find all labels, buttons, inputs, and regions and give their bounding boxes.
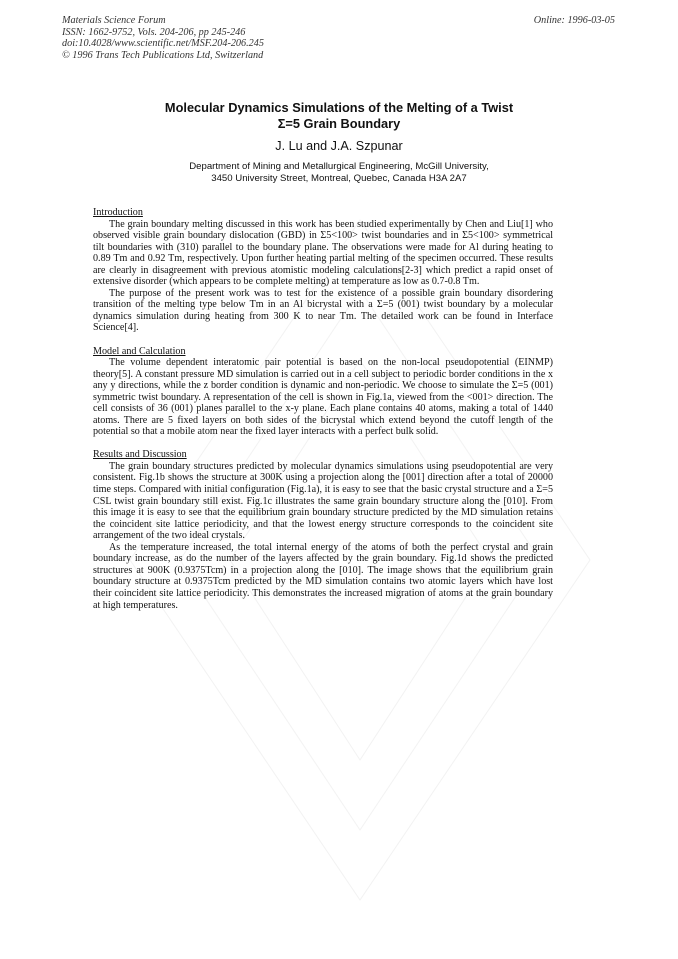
section-heading: Results and Discussion bbox=[93, 449, 187, 461]
paragraph: The purpose of the present work was to test for the existence of a possible grain boundary disordering transition of the melting type below Tm in an Al bicrystal with a Σ=5 (001) twist boundary by a molecular dynamics simulation during heating from 300 K to near Tm. The detailed work can be found in Interface Science[4]. bbox=[93, 287, 553, 334]
online-date: Online: 1996-03-05 bbox=[533, 15, 615, 26]
paragraph: As the temperature increased, the total internal energy of the atoms of both the perfect crystal and grain boundary increase, as do the number of the layers affected by the grain boundary. Fig.1d shows the predicted structures at 900K (0.9375Tcm) in a projection along the [010]. The image shows that the equilibrium grain boundary structure at 0.9375Tcm predicted by the MD simulation contains two atomic layers which have lost their coincident site lattice periodicity. This demonstrates the increased migration of atoms at the grain boundary at high temperatures. bbox=[93, 541, 553, 611]
journal-name: Materials Science Forum bbox=[62, 15, 166, 26]
paragraph: The volume dependent interatomic pair potential is based on the non-local pseudopotential (EINMP) theory[5]. A constant pressure MD simulation is carried out in a cell subject to periodic border conditions in the x any y directions, while the z border condition is dynamic and non-periodic. We choose to simulate the Σ=5 (001) symmetric twist boundary. A representation of the cell is shown in Fig.1a, viewed from the <001> direction. The cell consists of 36 (001) planes parallel to the x-y plane. Each plane contains 40 atoms, making a total of 1440 atoms. There are 5 fixed layers on both sides of the bicrystal which extend beyond the cutoff length of the potential so that a mobile atom near the fixed layer interacts with a perfect bulk solid. bbox=[93, 357, 553, 438]
section-heading: Model and Calculation bbox=[93, 345, 186, 357]
section-heading: Introduction bbox=[93, 207, 143, 218]
doi-line: doi:10.4028/www.scientific.net/MSF.204-206.245 bbox=[62, 38, 264, 50]
section-model-and-calculation bbox=[93, 346, 553, 438]
paper-title bbox=[0, 100, 678, 131]
copyright-line: © 1996 Trans Tech Publications Ltd, Switzerland bbox=[62, 49, 264, 61]
paragraph: The grain boundary structures predicted by molecular dynamics simulations using pseudopotential are very consistent. Fig.1b shows the structure at 300K using a projection along the [001] direction after a total of 20000 time steps. Compared with initial configuration (Fig.1a), it is easy to see that the basic crystal structure and a Σ=5 CSL twist grain boundary still exist. Fig.1c illustrates the same grain boundary structure along the [010]. From this image it is easy to see that the equilibrium grain boundary structure predicted by the MD simulation retains the coincident site lattice periodicity, and that the lowest energy structure corresponds to the coincident site arrangement of the two ideal crystals. bbox=[93, 460, 553, 542]
section-results-and-discussion bbox=[93, 449, 553, 611]
journal-header bbox=[62, 15, 264, 61]
section-introduction bbox=[93, 207, 553, 334]
paper-body bbox=[93, 207, 553, 623]
affiliation-line-1: Department of Mining and Metallurgical Engineering, McGill University, bbox=[189, 161, 489, 172]
affiliation-line-2: 3450 University Street, Montreal, Quebec, Canada H3A 2A7 bbox=[211, 173, 467, 184]
title-line-2: Σ=5 Grain Boundary bbox=[277, 115, 401, 131]
issn-line: ISSN: 1662-9752, Vols. 204-206, pp 245-246 bbox=[62, 26, 246, 38]
title-line-1: Molecular Dynamics Simulations of the Melting of a Twist bbox=[164, 100, 514, 115]
affiliation bbox=[0, 161, 678, 185]
paragraph: The grain boundary melting discussed in this work has been studied experimentally by Chen and Liu[1] who observed visible grain boundary dislocation (GBD) in Σ5<100> twist boundaries and in Σ5<100> symmetrical tilt boundaries with (310) parallel to the boundary plane. The observations were made for Al during heating to 0.89 Tm and 0.92 Tm, respectively. Upon further heating partial melting of the specimen occurred. These results are clearly in disagreement with previous atomistic modeling calculations[2-3] which predict a rapid onset of extensive disorder (which appears to be complete melting) at temperature as low as 0.7-0.8 Tm. bbox=[93, 218, 553, 288]
authors: J. Lu and J.A. Szpunar bbox=[275, 139, 403, 153]
